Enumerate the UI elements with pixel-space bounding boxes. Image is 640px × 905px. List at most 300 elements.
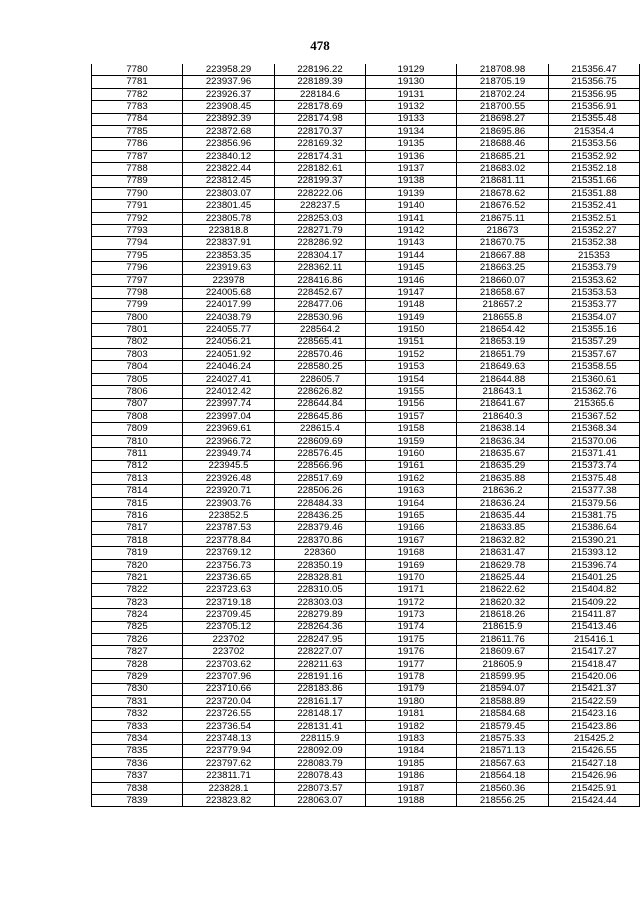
point-number-left: 7820: [92, 559, 183, 571]
x-coordinate-left: 223719.18: [183, 596, 275, 608]
y-coordinate-left: 228182.61: [275, 163, 366, 175]
table-row: [92, 559, 640, 571]
y-coordinate-left: 228360: [275, 547, 366, 559]
point-number-left: 7808: [92, 410, 183, 422]
point-number-right: 19186: [366, 770, 457, 782]
y-coordinate-left: 228570.46: [275, 348, 366, 360]
y-coordinate-left: 228148.17: [275, 708, 366, 720]
table-row: [92, 708, 640, 720]
point-number-right: 19153: [366, 361, 457, 373]
x-coordinate-right: 218599.95: [457, 671, 549, 683]
y-coordinate-left: 228227.07: [275, 646, 366, 658]
y-coordinate-right: 215423.86: [549, 720, 640, 732]
y-coordinate-left: 228237.5: [275, 200, 366, 212]
table-row: [92, 138, 640, 150]
table-row: [92, 584, 640, 596]
y-coordinate-left: 228178.69: [275, 101, 366, 113]
point-number-left: 7789: [92, 175, 183, 187]
y-coordinate-left: 228189.39: [275, 76, 366, 88]
point-number-left: 7804: [92, 361, 183, 373]
y-coordinate-left: 228517.69: [275, 472, 366, 484]
y-coordinate-left: 228161.17: [275, 695, 366, 707]
x-coordinate-left: 223997.04: [183, 410, 275, 422]
x-coordinate-left: 223853.35: [183, 249, 275, 261]
point-number-right: 19148: [366, 299, 457, 311]
y-coordinate-left: 228253.03: [275, 212, 366, 224]
point-number-left: 7829: [92, 671, 183, 683]
table-row: [92, 237, 640, 249]
x-coordinate-right: 218625.44: [457, 572, 549, 584]
x-coordinate-left: 224046.24: [183, 361, 275, 373]
x-coordinate-right: 218622.62: [457, 584, 549, 596]
y-coordinate-left: 228580.25: [275, 361, 366, 373]
x-coordinate-right: 218635.29: [457, 460, 549, 472]
table-row: [92, 373, 640, 385]
point-number-right: 19130: [366, 76, 457, 88]
point-number-left: 7813: [92, 472, 183, 484]
x-coordinate-right: 218673: [457, 225, 549, 237]
y-coordinate-left: 228191.16: [275, 671, 366, 683]
x-coordinate-right: 218667.88: [457, 249, 549, 261]
point-number-right: 19185: [366, 757, 457, 769]
x-coordinate-left: 223769.12: [183, 547, 275, 559]
x-coordinate-left: 224056.21: [183, 336, 275, 348]
x-coordinate-left: 224038.79: [183, 311, 275, 323]
table-row: [92, 757, 640, 769]
y-coordinate-left: 228063.07: [275, 795, 366, 807]
point-number-left: 7836: [92, 757, 183, 769]
point-number-right: 19147: [366, 287, 457, 299]
point-number-right: 19132: [366, 101, 457, 113]
y-coordinate-right: 215371.41: [549, 448, 640, 460]
table-row: [92, 460, 640, 472]
point-number-left: 7822: [92, 584, 183, 596]
x-coordinate-left: 224051.92: [183, 348, 275, 360]
point-number-left: 7800: [92, 311, 183, 323]
x-coordinate-right: 218636.34: [457, 435, 549, 447]
table-row: [92, 361, 640, 373]
point-number-left: 7801: [92, 324, 183, 336]
y-coordinate-left: 228452.67: [275, 287, 366, 299]
y-coordinate-right: 215352.18: [549, 163, 640, 175]
point-number-right: 19174: [366, 621, 457, 633]
point-number-left: 7828: [92, 658, 183, 670]
x-coordinate-right: 218564.18: [457, 770, 549, 782]
x-coordinate-right: 218638.14: [457, 423, 549, 435]
x-coordinate-left: 223828.1: [183, 782, 275, 794]
x-coordinate-left: 224055.77: [183, 324, 275, 336]
point-number-right: 19139: [366, 187, 457, 199]
point-number-right: 19175: [366, 633, 457, 645]
point-number-left: 7793: [92, 225, 183, 237]
x-coordinate-right: 218609.67: [457, 646, 549, 658]
point-number-left: 7788: [92, 163, 183, 175]
x-coordinate-left: 223969.61: [183, 423, 275, 435]
table-row: [92, 683, 640, 695]
x-coordinate-left: 223779.94: [183, 745, 275, 757]
table-row: [92, 150, 640, 162]
x-coordinate-right: 218670.75: [457, 237, 549, 249]
point-number-right: 19141: [366, 212, 457, 224]
table-row: [92, 262, 640, 274]
x-coordinate-left: 223949.74: [183, 448, 275, 460]
point-number-left: 7791: [92, 200, 183, 212]
table-row: [92, 336, 640, 348]
point-number-left: 7783: [92, 101, 183, 113]
y-coordinate-left: 228303.03: [275, 596, 366, 608]
x-coordinate-right: 218698.27: [457, 113, 549, 125]
y-coordinate-left: 228184.6: [275, 88, 366, 100]
x-coordinate-left: 223707.96: [183, 671, 275, 683]
x-coordinate-left: 223903.76: [183, 497, 275, 509]
x-coordinate-left: 223702: [183, 646, 275, 658]
point-number-right: 19183: [366, 733, 457, 745]
point-number-left: 7811: [92, 448, 183, 460]
point-number-right: 19160: [366, 448, 457, 460]
y-coordinate-left: 228416.86: [275, 274, 366, 286]
point-number-right: 19177: [366, 658, 457, 670]
coordinates-table-body: [92, 64, 640, 807]
y-coordinate-right: 215386.64: [549, 522, 640, 534]
x-coordinate-left: 223803.07: [183, 187, 275, 199]
x-coordinate-left: 223958.29: [183, 64, 275, 76]
point-number-left: 7812: [92, 460, 183, 472]
x-coordinate-left: 223723.63: [183, 584, 275, 596]
point-number-left: 7835: [92, 745, 183, 757]
x-coordinate-right: 218632.82: [457, 534, 549, 546]
y-coordinate-left: 228247.95: [275, 633, 366, 645]
y-coordinate-right: 215409.22: [549, 596, 640, 608]
y-coordinate-left: 228271.79: [275, 225, 366, 237]
y-coordinate-left: 228576.45: [275, 448, 366, 460]
y-coordinate-right: 215396.74: [549, 559, 640, 571]
x-coordinate-right: 218629.78: [457, 559, 549, 571]
x-coordinate-right: 218654.42: [457, 324, 549, 336]
point-number-left: 7832: [92, 708, 183, 720]
y-coordinate-right: 215354.4: [549, 125, 640, 137]
point-number-left: 7799: [92, 299, 183, 311]
table-row: [92, 76, 640, 88]
x-coordinate-right: 218649.63: [457, 361, 549, 373]
x-coordinate-right: 218579.45: [457, 720, 549, 732]
y-coordinate-left: 228484.33: [275, 497, 366, 509]
point-number-left: 7809: [92, 423, 183, 435]
y-coordinate-left: 228506.26: [275, 485, 366, 497]
y-coordinate-right: 215356.91: [549, 101, 640, 113]
table-row: [92, 522, 640, 534]
point-number-right: 19144: [366, 249, 457, 261]
y-coordinate-right: 215379.56: [549, 497, 640, 509]
y-coordinate-right: 215426.96: [549, 770, 640, 782]
x-coordinate-right: 218633.85: [457, 522, 549, 534]
y-coordinate-left: 228169.32: [275, 138, 366, 150]
y-coordinate-right: 215360.61: [549, 373, 640, 385]
y-coordinate-right: 215425.91: [549, 782, 640, 794]
x-coordinate-right: 218655.8: [457, 311, 549, 323]
point-number-right: 19170: [366, 572, 457, 584]
x-coordinate-right: 218676.52: [457, 200, 549, 212]
y-coordinate-left: 228565.41: [275, 336, 366, 348]
y-coordinate-right: 215420.06: [549, 671, 640, 683]
table-row: [92, 386, 640, 398]
y-coordinate-right: 215353: [549, 249, 640, 261]
x-coordinate-left: 223822.44: [183, 163, 275, 175]
y-coordinate-left: 228211.63: [275, 658, 366, 670]
point-number-right: 19135: [366, 138, 457, 150]
y-coordinate-right: 215417.27: [549, 646, 640, 658]
y-coordinate-left: 228566.96: [275, 460, 366, 472]
point-number-right: 19181: [366, 708, 457, 720]
table-row: [92, 646, 640, 658]
x-coordinate-left: 223787.53: [183, 522, 275, 534]
x-coordinate-right: 218643.1: [457, 386, 549, 398]
x-coordinate-right: 218705.19: [457, 76, 549, 88]
point-number-left: 7782: [92, 88, 183, 100]
x-coordinate-right: 218618.26: [457, 609, 549, 621]
x-coordinate-right: 218556.25: [457, 795, 549, 807]
y-coordinate-left: 228605.7: [275, 373, 366, 385]
x-coordinate-left: 223748.13: [183, 733, 275, 745]
x-coordinate-right: 218681.11: [457, 175, 549, 187]
x-coordinate-right: 218641.67: [457, 398, 549, 410]
x-coordinate-right: 218615.9: [457, 621, 549, 633]
y-coordinate-right: 215365.6: [549, 398, 640, 410]
point-number-right: 19163: [366, 485, 457, 497]
point-number-left: 7794: [92, 237, 183, 249]
y-coordinate-right: 215422.59: [549, 695, 640, 707]
point-number-right: 19184: [366, 745, 457, 757]
point-number-left: 7818: [92, 534, 183, 546]
point-number-right: 19138: [366, 175, 457, 187]
y-coordinate-left: 228304.17: [275, 249, 366, 261]
y-coordinate-right: 215368.34: [549, 423, 640, 435]
point-number-right: 19187: [366, 782, 457, 794]
point-number-left: 7785: [92, 125, 183, 137]
y-coordinate-right: 215352.41: [549, 200, 640, 212]
x-coordinate-right: 218588.89: [457, 695, 549, 707]
point-number-right: 19157: [366, 410, 457, 422]
y-coordinate-right: 215404.82: [549, 584, 640, 596]
table-row: [92, 348, 640, 360]
x-coordinate-left: 223805.78: [183, 212, 275, 224]
table-row: [92, 472, 640, 484]
y-coordinate-right: 215425.2: [549, 733, 640, 745]
y-coordinate-right: 215416.1: [549, 633, 640, 645]
x-coordinate-left: 223703.62: [183, 658, 275, 670]
point-number-left: 7796: [92, 262, 183, 274]
table-row: [92, 448, 640, 460]
point-number-left: 7830: [92, 683, 183, 695]
table-row: [92, 287, 640, 299]
table-row: [92, 324, 640, 336]
y-coordinate-right: 215426.55: [549, 745, 640, 757]
x-coordinate-right: 218685.21: [457, 150, 549, 162]
table-row: [92, 101, 640, 113]
y-coordinate-left: 228350.19: [275, 559, 366, 571]
y-coordinate-right: 215353.62: [549, 274, 640, 286]
table-row: [92, 745, 640, 757]
point-number-right: 19133: [366, 113, 457, 125]
y-coordinate-left: 228644.84: [275, 398, 366, 410]
point-number-right: 19168: [366, 547, 457, 559]
y-coordinate-left: 228264.36: [275, 621, 366, 633]
x-coordinate-left: 223811.71: [183, 770, 275, 782]
point-number-right: 19137: [366, 163, 457, 175]
point-number-right: 19145: [366, 262, 457, 274]
y-coordinate-right: 215353.53: [549, 287, 640, 299]
point-number-right: 19149: [366, 311, 457, 323]
x-coordinate-left: 223778.84: [183, 534, 275, 546]
y-coordinate-left: 228078.43: [275, 770, 366, 782]
y-coordinate-right: 215413.46: [549, 621, 640, 633]
table-row: [92, 212, 640, 224]
point-number-right: 19179: [366, 683, 457, 695]
y-coordinate-right: 215393.12: [549, 547, 640, 559]
x-coordinate-right: 218657.2: [457, 299, 549, 311]
y-coordinate-left: 228199.37: [275, 175, 366, 187]
y-coordinate-right: 215362.76: [549, 386, 640, 398]
x-coordinate-right: 218635.44: [457, 510, 549, 522]
x-coordinate-right: 218708.98: [457, 64, 549, 76]
point-number-left: 7805: [92, 373, 183, 385]
point-number-left: 7781: [92, 76, 183, 88]
table-row: [92, 621, 640, 633]
x-coordinate-left: 223966.72: [183, 435, 275, 447]
x-coordinate-left: 223937.96: [183, 76, 275, 88]
table-row: [92, 510, 640, 522]
y-coordinate-left: 228362.11: [275, 262, 366, 274]
point-number-right: 19143: [366, 237, 457, 249]
x-coordinate-right: 218584.68: [457, 708, 549, 720]
y-coordinate-left: 228170.37: [275, 125, 366, 137]
x-coordinate-left: 224005.68: [183, 287, 275, 299]
point-number-right: 19161: [366, 460, 457, 472]
y-coordinate-right: 215411.87: [549, 609, 640, 621]
point-number-right: 19140: [366, 200, 457, 212]
point-number-right: 19166: [366, 522, 457, 534]
point-number-right: 19165: [366, 510, 457, 522]
x-coordinate-right: 218653.19: [457, 336, 549, 348]
table-row: [92, 572, 640, 584]
y-coordinate-right: 215354.07: [549, 311, 640, 323]
y-coordinate-left: 228328.81: [275, 572, 366, 584]
point-number-left: 7817: [92, 522, 183, 534]
point-number-left: 7795: [92, 249, 183, 261]
point-number-left: 7810: [92, 435, 183, 447]
table-row: [92, 163, 640, 175]
point-number-left: 7798: [92, 287, 183, 299]
y-coordinate-left: 228174.31: [275, 150, 366, 162]
y-coordinate-right: 215381.75: [549, 510, 640, 522]
y-coordinate-left: 228279.89: [275, 609, 366, 621]
y-coordinate-right: 215353.56: [549, 138, 640, 150]
x-coordinate-left: 223840.12: [183, 150, 275, 162]
y-coordinate-right: 215353.77: [549, 299, 640, 311]
x-coordinate-left: 223920.71: [183, 485, 275, 497]
y-coordinate-right: 215373.74: [549, 460, 640, 472]
x-coordinate-left: 223756.73: [183, 559, 275, 571]
table-row: [92, 671, 640, 683]
x-coordinate-right: 218635.67: [457, 448, 549, 460]
x-coordinate-left: 224012.42: [183, 386, 275, 398]
table-row: [92, 200, 640, 212]
x-coordinate-left: 223926.37: [183, 88, 275, 100]
point-number-left: 7806: [92, 386, 183, 398]
coordinates-table: [91, 64, 640, 807]
y-coordinate-right: 215401.25: [549, 572, 640, 584]
y-coordinate-right: 215390.21: [549, 534, 640, 546]
x-coordinate-left: 223978: [183, 274, 275, 286]
y-coordinate-left: 228626.82: [275, 386, 366, 398]
table-row: [92, 720, 640, 732]
y-coordinate-right: 215357.29: [549, 336, 640, 348]
point-number-left: 7826: [92, 633, 183, 645]
table-row: [92, 187, 640, 199]
point-number-left: 7787: [92, 150, 183, 162]
point-number-right: 19159: [366, 435, 457, 447]
y-coordinate-left: 228477.06: [275, 299, 366, 311]
point-number-right: 19182: [366, 720, 457, 732]
point-number-right: 19167: [366, 534, 457, 546]
x-coordinate-right: 218605.9: [457, 658, 549, 670]
table-row: [92, 225, 640, 237]
y-coordinate-left: 228073.57: [275, 782, 366, 794]
point-number-right: 19154: [366, 373, 457, 385]
table-row: [92, 770, 640, 782]
y-coordinate-left: 228183.86: [275, 683, 366, 695]
y-coordinate-left: 228564.2: [275, 324, 366, 336]
x-coordinate-right: 218567.63: [457, 757, 549, 769]
x-coordinate-left: 223736.65: [183, 572, 275, 584]
point-number-left: 7816: [92, 510, 183, 522]
point-number-left: 7825: [92, 621, 183, 633]
point-number-left: 7819: [92, 547, 183, 559]
point-number-right: 19134: [366, 125, 457, 137]
point-number-left: 7823: [92, 596, 183, 608]
x-coordinate-left: 223702: [183, 633, 275, 645]
point-number-left: 7834: [92, 733, 183, 745]
point-number-right: 19162: [366, 472, 457, 484]
point-number-left: 7824: [92, 609, 183, 621]
x-coordinate-left: 223812.45: [183, 175, 275, 187]
point-number-left: 7797: [92, 274, 183, 286]
y-coordinate-right: 215352.51: [549, 212, 640, 224]
x-coordinate-right: 218575.33: [457, 733, 549, 745]
table-row: [92, 125, 640, 137]
y-coordinate-left: 228083.79: [275, 757, 366, 769]
point-number-left: 7802: [92, 336, 183, 348]
x-coordinate-left: 223726.55: [183, 708, 275, 720]
y-coordinate-right: 215352.92: [549, 150, 640, 162]
point-number-right: 19136: [366, 150, 457, 162]
table-row: [92, 398, 640, 410]
y-coordinate-left: 228286.92: [275, 237, 366, 249]
x-coordinate-left: 223919.63: [183, 262, 275, 274]
x-coordinate-left: 224017.99: [183, 299, 275, 311]
y-coordinate-right: 215375.48: [549, 472, 640, 484]
point-number-left: 7831: [92, 695, 183, 707]
table-row: [92, 633, 640, 645]
point-number-left: 7786: [92, 138, 183, 150]
y-coordinate-right: 215352.27: [549, 225, 640, 237]
point-number-left: 7833: [92, 720, 183, 732]
point-number-right: 19155: [366, 386, 457, 398]
point-number-right: 19142: [366, 225, 457, 237]
x-coordinate-right: 218594.07: [457, 683, 549, 695]
y-coordinate-right: 215355.16: [549, 324, 640, 336]
table-row: [92, 695, 640, 707]
table-row: [92, 795, 640, 807]
